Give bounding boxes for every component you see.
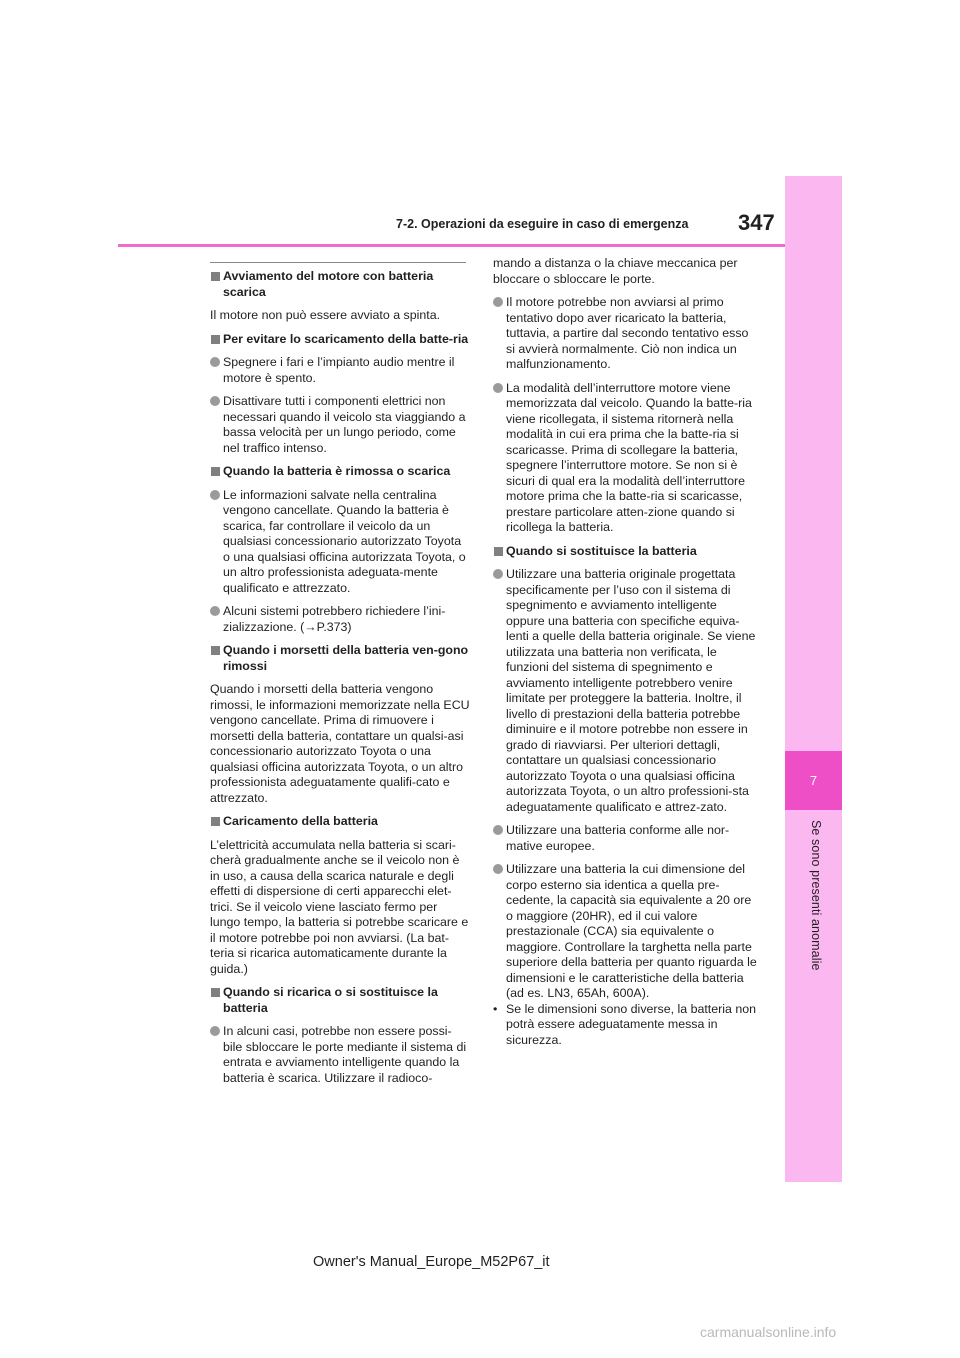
paragraph: Quando i morsetti della batteria vengono rimossi, le informazioni memorizzate nella ECU vengono cancellate. Prima di rimuovere i morsetti della batteria, contattare un qualsi-asi concessionario autorizzato Toyota o una qualsiasi officina autorizzata Toyota, o un altro professionista adeguatamente qualifi-cato e attrezzato. xyxy=(210,682,470,805)
side-tab-bar xyxy=(785,176,842,1182)
bullet-item: Spegnere i fari e l’impianto audio mentre il motore è spento. xyxy=(210,355,470,386)
footer-manual-id: Owner's Manual_Europe_M52P67_it xyxy=(313,1254,550,1270)
section-heading: Avviamento del motore con batteria scarica xyxy=(210,269,470,300)
paragraph: Il motore non può essere avviato a spinta. xyxy=(210,308,441,322)
section-heading: Caricamento della batteria xyxy=(210,814,470,830)
bullet-item: Utilizzare una batteria la cui dimensione del corpo esterno sia identica a quella pre-cedente, la capacità sia equivalente a 20 ore o maggiore (20HR), ed il cui valore prestazionale (CCA) sia equivalente o maggiore. Controllare la targhetta nella parte superiore della batteria per quanto riguarda le dimensioni e le caratteristiche della batteria (ad es. LN3, 65Ah, 600A). xyxy=(493,862,758,1002)
bullet-item: Le informazioni salvate nella centralina vengono cancellate. Quando la batteria è scarica, far controllare il veicolo da un qualsiasi concessionario autorizzato Toyota o una qualsiasi officina autorizzata Toyota, o un altro professionista adeguata-mente qualificato e attrezzato. xyxy=(210,488,470,597)
sub-bullet-item: • Se le dimensioni sono diverse, la batteria non potrà essere adeguatamente messa in sicurezza. xyxy=(493,1002,758,1049)
left-column xyxy=(210,269,470,1094)
bullet-item: Disattivare tutti i componenti elettrici non necessari quando il veicolo sta viaggiando a bassa velocità per un lungo periodo, come nel traffico intenso. xyxy=(210,394,470,456)
bullet-item: La modalità dell’interruttore motore viene memorizzata dal veicolo. Quando la batte-ria viene ricollegata, il sistema ritornerà nella modalità in cui era prima che la batte-ria si scaricasse. Prima di scollegare la batteria, spegnere l’interruttore motore. Se non si è sicuri di qual era la modalità dell’interruttore motore prima che la batte-ria si scaricasse, prestare particolare atten-zione quando si ricollega la batteria. xyxy=(493,381,758,536)
bullet-item: Alcuni sistemi potrebbero richiedere l’ini-zializzazione. (→P.373) xyxy=(210,604,470,635)
section-heading: Quando si sostituisce la batteria xyxy=(493,544,758,560)
right-column xyxy=(493,256,758,1056)
bullet-item: In alcuni casi, potrebbe non essere possi-bile sbloccare le porte mediante il sistema di entrata e avviamento intelligente quando la batteria è scarica. Utilizzare il radioco- xyxy=(210,1024,470,1086)
chapter-number: 7 xyxy=(809,773,818,788)
chapter-number-tab[interactable] xyxy=(785,751,842,810)
bullet-item: Il motore potrebbe non avviarsi al primo tentativo dopo aver ricaricato la batteria, tuttavia, a partire dal secondo tentativo esso si avvierà normalmente. Ciò non indica un malfunzionamento. xyxy=(493,295,758,373)
section-title: 7-2. Operazioni da eseguire in caso di emergenza xyxy=(396,217,689,231)
bullet-item: Utilizzare una batteria conforme alle nor-mative europee. xyxy=(493,823,758,854)
chapter-label: Se sono presenti anomalie xyxy=(809,820,823,971)
paragraph: L’elettricità accumulata nella batteria si scari-cherà gradualmente anche se il veicolo non è in uso, a causa della scarica naturale e degli effetti di dispersione di certi apparecchi elet-trici. Se il veicolo viene lasciato fermo per lungo tempo, la batteria si potrebbe scaricare e il motore potrebbe poi non avviarsi. (La bat-teria si ricarica automaticamente durante la guida.) xyxy=(210,837,469,976)
section-heading: Quando la batteria è rimossa o scarica xyxy=(210,464,470,480)
header-divider xyxy=(118,244,785,247)
paragraph: mando a distanza o la chiave meccanica per bloccare o sbloccare le porte. xyxy=(493,256,738,286)
bullet-item: Utilizzare una batteria originale progettata specificamente per l’uso con il sistema di spegnimento e avviamento intelligente oppure una batteria con specifiche equiva-lenti a quelle della batteria originale. Se viene utilizzata una batteria non verificata, le funzioni del sistema di spegnimento e avviamento intelligente potrebbero venire limitate per proteggere la batteria. Inoltre, il livello di prestazioni della batteria potrebbe diminuire e il motore potrebbe non essere in grado di riavviarsi. Per ulteriori dettagli, contattare un qualsiasi concessionario autorizzato Toyota o una qualsiasi officina autorizzata Toyota, o un altro professioni-sta adeguatamente qualificato e attrez-zato. xyxy=(493,567,758,815)
column-divider xyxy=(210,262,466,263)
section-heading: Quando si ricarica o si sostituisce la batteria xyxy=(210,985,470,1016)
section-heading: Per evitare lo scaricamento della batte-ria xyxy=(210,332,470,348)
page-number: 347 xyxy=(738,210,775,235)
watermark: carmanualsonline.info xyxy=(700,1324,837,1340)
section-heading: Quando i morsetti della batteria ven-gono rimossi xyxy=(210,643,470,674)
